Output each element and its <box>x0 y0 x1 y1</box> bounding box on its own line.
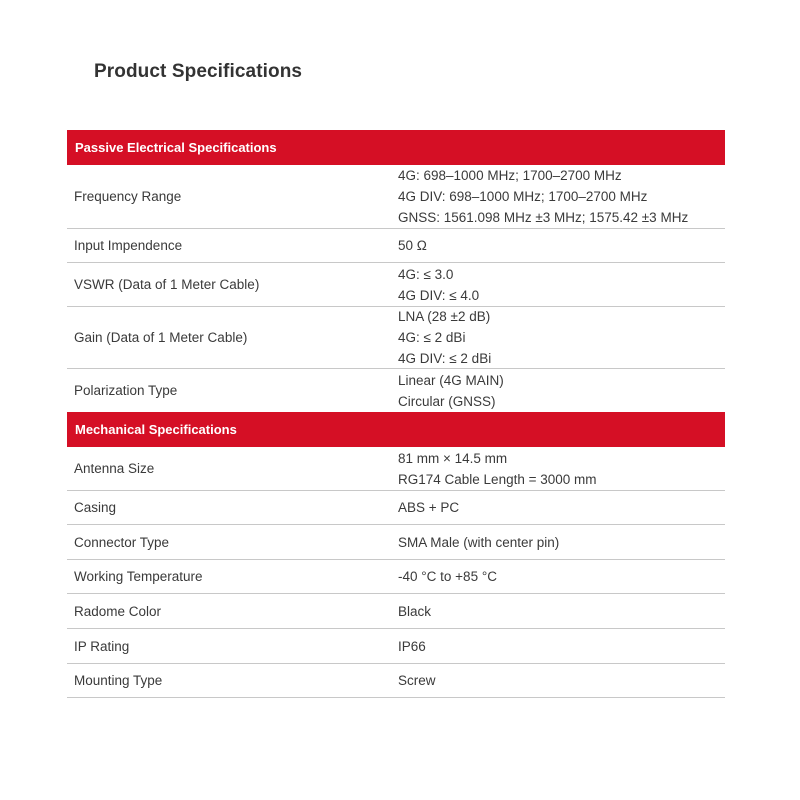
row-value: 4G: ≤ 3.0 <box>398 266 454 282</box>
row-value: 4G: ≤ 2 dBi <box>398 330 466 345</box>
row-value: ABS + PC <box>398 500 460 515</box>
table-row <box>67 447 725 491</box>
table-row <box>67 491 725 525</box>
row-label: Antenna Size <box>74 461 155 476</box>
table-row <box>67 165 725 229</box>
row-value: SMA Male (with center pin) <box>398 534 560 550</box>
table-row <box>67 664 725 698</box>
row-values <box>398 670 725 691</box>
table-row <box>67 629 725 664</box>
row-label: Input Impendence <box>74 238 183 253</box>
row-value: Screw <box>398 673 436 688</box>
row-value: 4G DIV: ≤ 4.0 <box>398 287 480 303</box>
row-label: Working Temperature <box>74 569 203 584</box>
row-label: Frequency Range <box>74 189 182 204</box>
row-values <box>398 264 725 306</box>
row-value: LNA (28 ±2 dB) <box>398 309 491 324</box>
row-label: Connector Type <box>74 534 170 550</box>
row-value: Linear (4G MAIN) <box>398 372 504 388</box>
table-row <box>67 594 725 629</box>
row-values <box>398 235 725 256</box>
row-value: 4G: 698–1000 MHz; 1700–2700 MHz <box>398 168 622 183</box>
row-value: 81 mm × 14.5 mm <box>398 450 508 466</box>
row-label: Polarization Type <box>74 383 178 398</box>
row-value: Black <box>398 603 432 619</box>
table-row <box>67 369 725 412</box>
row-label: IP Rating <box>74 638 130 654</box>
row-value: Circular (GNSS) <box>398 393 496 409</box>
row-label: Radome Color <box>74 603 162 619</box>
section-header-mechanical: Mechanical Specifications <box>67 412 725 447</box>
table-row <box>67 307 725 369</box>
row-label: Casing <box>74 500 117 515</box>
row-values <box>398 165 725 228</box>
table-row <box>67 229 725 263</box>
row-values <box>398 532 725 553</box>
row-values <box>398 497 725 518</box>
table-row <box>67 560 725 594</box>
row-values <box>398 306 725 369</box>
row-label: Gain (Data of 1 Meter Cable) <box>74 330 248 345</box>
row-values <box>398 448 725 490</box>
row-values <box>398 566 725 587</box>
table-row <box>67 525 725 560</box>
spec-table <box>67 130 725 698</box>
row-values <box>398 370 725 412</box>
row-value: RG174 Cable Length = 3000 mm <box>398 471 597 487</box>
row-value: -40 °C to +85 °C <box>398 569 497 584</box>
row-label: Mounting Type <box>74 673 163 688</box>
section-header-electrical: Passive Electrical Specifications <box>67 130 725 165</box>
row-label: VSWR (Data of 1 Meter Cable) <box>74 277 260 292</box>
row-values <box>398 601 725 622</box>
page-title: Product Specifications <box>94 61 303 82</box>
row-value: 50 Ω <box>398 238 427 253</box>
row-values <box>398 636 725 657</box>
row-value: 4G DIV: ≤ 2 dBi <box>398 351 492 366</box>
row-value: 4G DIV: 698–1000 MHz; 1700–2700 MHz <box>398 189 648 204</box>
row-value: GNSS: 1561.098 MHz ±3 MHz; 1575.42 ±3 MHz <box>398 210 689 225</box>
row-value: IP66 <box>398 638 426 654</box>
table-row <box>67 263 725 307</box>
